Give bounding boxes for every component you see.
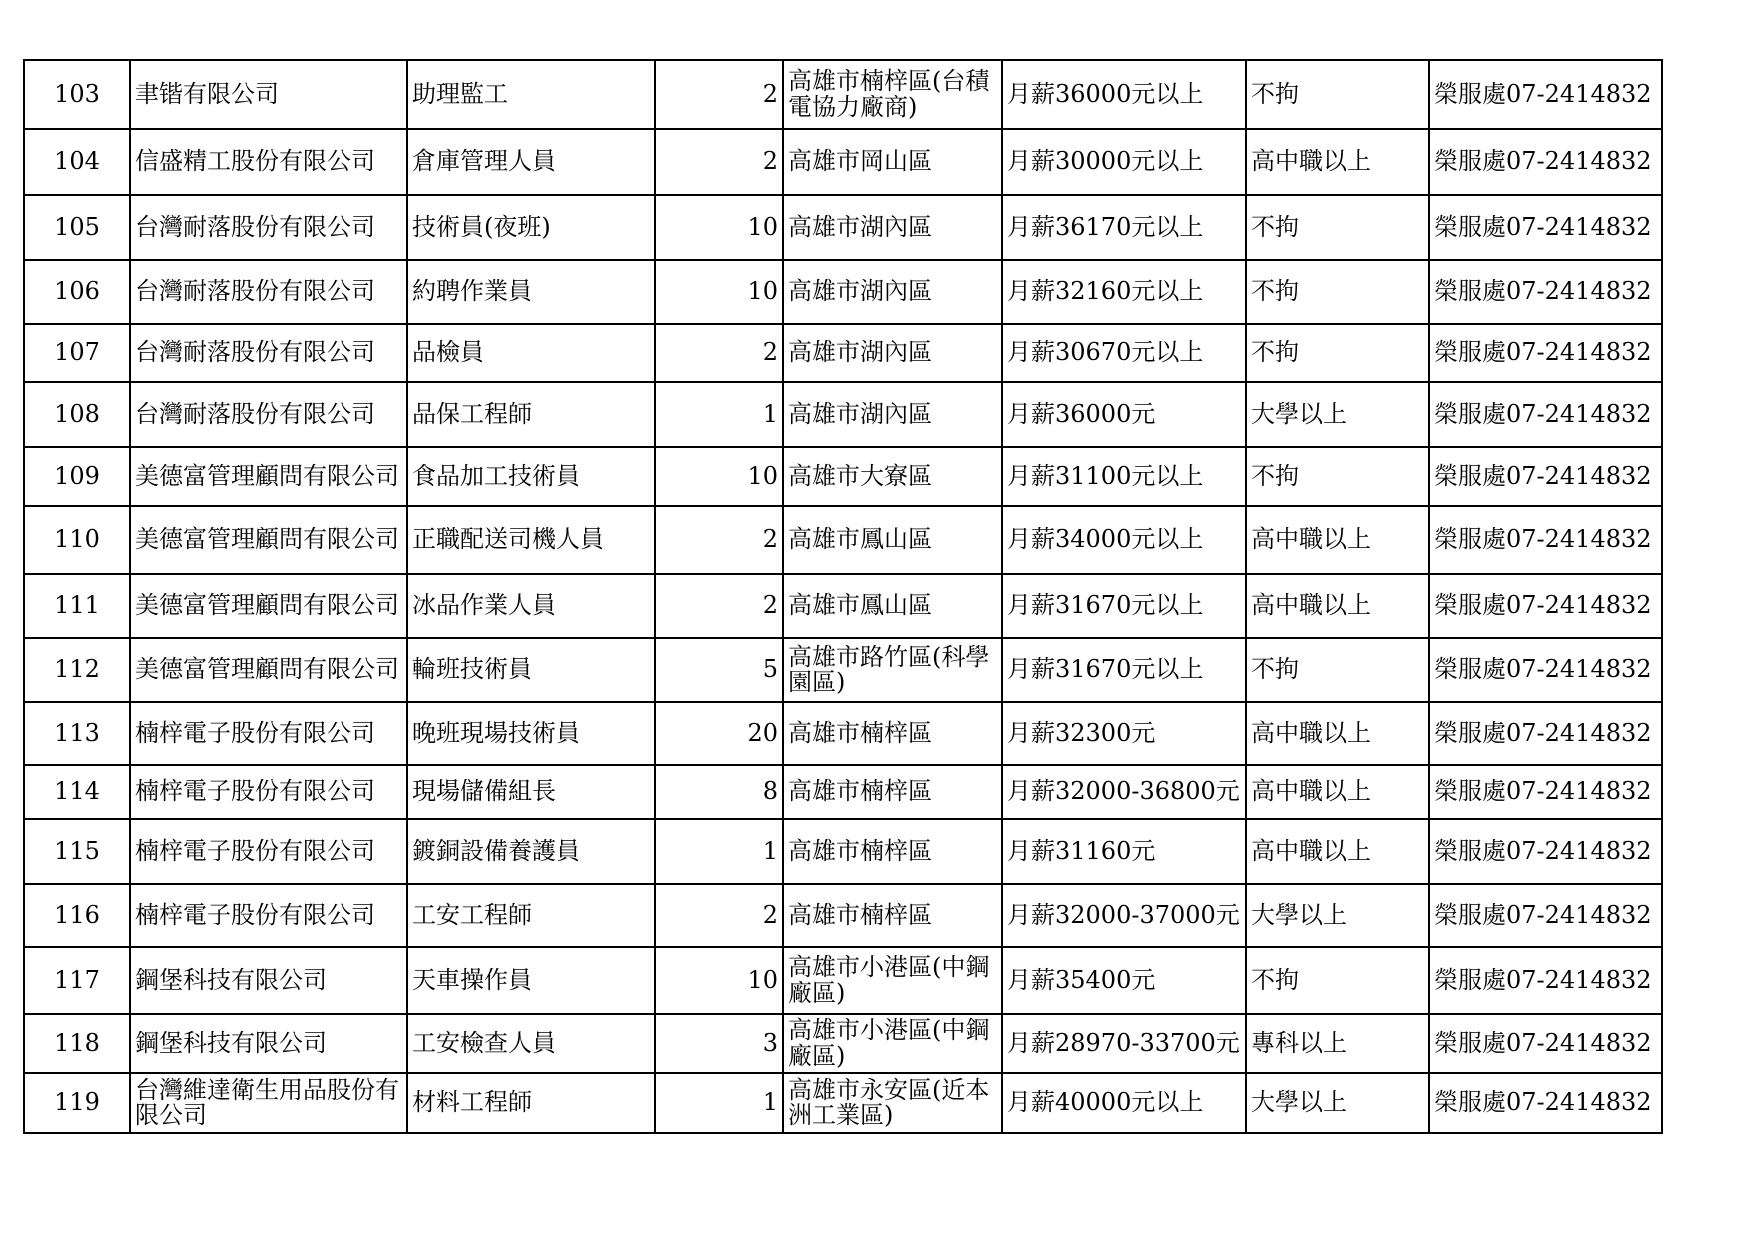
cell-salary: 月薪35400元 <box>1002 947 1246 1014</box>
cell-education-requirement: 不拘 <box>1246 260 1429 324</box>
cell-contact: 榮服處07-2414832 <box>1429 702 1662 765</box>
table-row <box>24 1073 1662 1133</box>
cell-education-requirement: 高中職以上 <box>1246 129 1429 195</box>
cell-contact: 榮服處07-2414832 <box>1429 884 1662 947</box>
cell-company-name: 鋼堡科技有限公司 <box>130 1014 407 1073</box>
cell-education-requirement: 高中職以上 <box>1246 819 1429 884</box>
cell-salary: 月薪34000元以上 <box>1002 506 1246 574</box>
cell-salary: 月薪32160元以上 <box>1002 260 1246 324</box>
cell-work-location: 高雄市楠梓區 <box>783 884 1002 947</box>
table-row <box>24 382 1662 447</box>
cell-salary: 月薪28970-33700元 <box>1002 1014 1246 1073</box>
cell-work-location: 高雄市永安區(近本洲工業區) <box>783 1073 1002 1133</box>
cell-salary: 月薪31160元 <box>1002 819 1246 884</box>
cell-work-location: 高雄市湖內區 <box>783 260 1002 324</box>
cell-contact: 榮服處07-2414832 <box>1429 324 1662 382</box>
cell-work-location: 高雄市路竹區(科學園區) <box>783 638 1002 702</box>
cell-company-name: 台灣耐落股份有限公司 <box>130 382 407 447</box>
cell-job-title: 輪班技術員 <box>407 638 655 702</box>
cell-job-number: 119 <box>24 1073 130 1133</box>
table-row <box>24 324 1662 382</box>
cell-education-requirement: 不拘 <box>1246 638 1429 702</box>
cell-company-name: 鋼堡科技有限公司 <box>130 947 407 1014</box>
cell-job-title: 助理監工 <box>407 60 655 129</box>
cell-job-number: 116 <box>24 884 130 947</box>
cell-headcount: 1 <box>655 382 783 447</box>
cell-job-title: 鍍銅設備養護員 <box>407 819 655 884</box>
cell-contact: 榮服處07-2414832 <box>1429 506 1662 574</box>
cell-contact: 榮服處07-2414832 <box>1429 574 1662 638</box>
cell-headcount: 8 <box>655 765 783 819</box>
cell-job-number: 114 <box>24 765 130 819</box>
cell-company-name: 信盛精工股份有限公司 <box>130 129 407 195</box>
cell-education-requirement: 不拘 <box>1246 447 1429 506</box>
cell-job-number: 104 <box>24 129 130 195</box>
cell-contact: 榮服處07-2414832 <box>1429 638 1662 702</box>
cell-salary: 月薪36000元以上 <box>1002 60 1246 129</box>
cell-salary: 月薪31670元以上 <box>1002 574 1246 638</box>
cell-salary: 月薪32300元 <box>1002 702 1246 765</box>
table-row <box>24 574 1662 638</box>
cell-job-title: 技術員(夜班) <box>407 195 655 260</box>
cell-contact: 榮服處07-2414832 <box>1429 260 1662 324</box>
cell-contact: 榮服處07-2414832 <box>1429 765 1662 819</box>
cell-company-name: 台灣耐落股份有限公司 <box>130 324 407 382</box>
cell-contact: 榮服處07-2414832 <box>1429 447 1662 506</box>
cell-work-location: 高雄市岡山區 <box>783 129 1002 195</box>
cell-job-title: 材料工程師 <box>407 1073 655 1133</box>
cell-contact: 榮服處07-2414832 <box>1429 1073 1662 1133</box>
cell-job-number: 105 <box>24 195 130 260</box>
cell-job-number: 107 <box>24 324 130 382</box>
cell-salary: 月薪31670元以上 <box>1002 638 1246 702</box>
cell-contact: 榮服處07-2414832 <box>1429 1014 1662 1073</box>
table-row <box>24 819 1662 884</box>
cell-job-title: 工安檢查人員 <box>407 1014 655 1073</box>
cell-education-requirement: 不拘 <box>1246 947 1429 1014</box>
cell-education-requirement: 大學以上 <box>1246 382 1429 447</box>
cell-headcount: 5 <box>655 638 783 702</box>
cell-work-location: 高雄市楠梓區 <box>783 765 1002 819</box>
cell-headcount: 2 <box>655 129 783 195</box>
cell-work-location: 高雄市楠梓區(台積電協力廠商) <box>783 60 1002 129</box>
cell-salary: 月薪36000元 <box>1002 382 1246 447</box>
cell-job-number: 109 <box>24 447 130 506</box>
cell-job-title: 工安工程師 <box>407 884 655 947</box>
cell-headcount: 3 <box>655 1014 783 1073</box>
cell-job-title: 冰品作業人員 <box>407 574 655 638</box>
cell-headcount: 1 <box>655 1073 783 1133</box>
cell-contact: 榮服處07-2414832 <box>1429 195 1662 260</box>
cell-education-requirement: 高中職以上 <box>1246 574 1429 638</box>
cell-job-number: 108 <box>24 382 130 447</box>
cell-education-requirement: 專科以上 <box>1246 1014 1429 1073</box>
cell-job-number: 106 <box>24 260 130 324</box>
cell-job-title: 品檢員 <box>407 324 655 382</box>
table-row <box>24 884 1662 947</box>
table-row <box>24 260 1662 324</box>
cell-job-number: 112 <box>24 638 130 702</box>
table-row <box>24 702 1662 765</box>
cell-job-title: 現場儲備組長 <box>407 765 655 819</box>
cell-job-number: 117 <box>24 947 130 1014</box>
cell-work-location: 高雄市小港區(中鋼廠區) <box>783 947 1002 1014</box>
cell-work-location: 高雄市湖內區 <box>783 195 1002 260</box>
cell-salary: 月薪40000元以上 <box>1002 1073 1246 1133</box>
cell-headcount: 1 <box>655 819 783 884</box>
cell-salary: 月薪32000-37000元 <box>1002 884 1246 947</box>
cell-contact: 榮服處07-2414832 <box>1429 819 1662 884</box>
cell-company-name: 楠梓電子股份有限公司 <box>130 819 407 884</box>
cell-company-name: 楠梓電子股份有限公司 <box>130 702 407 765</box>
cell-salary: 月薪32000-36800元 <box>1002 765 1246 819</box>
cell-salary: 月薪36170元以上 <box>1002 195 1246 260</box>
cell-company-name: 聿锴有限公司 <box>130 60 407 129</box>
cell-job-title: 約聘作業員 <box>407 260 655 324</box>
cell-job-number: 110 <box>24 506 130 574</box>
cell-contact: 榮服處07-2414832 <box>1429 60 1662 129</box>
cell-company-name: 楠梓電子股份有限公司 <box>130 765 407 819</box>
cell-education-requirement: 不拘 <box>1246 324 1429 382</box>
table-row <box>24 447 1662 506</box>
table-row <box>24 947 1662 1014</box>
cell-headcount: 20 <box>655 702 783 765</box>
cell-company-name: 台灣耐落股份有限公司 <box>130 195 407 260</box>
cell-education-requirement: 高中職以上 <box>1246 702 1429 765</box>
cell-company-name: 美德富管理顧問有限公司 <box>130 638 407 702</box>
cell-contact: 榮服處07-2414832 <box>1429 129 1662 195</box>
cell-job-title: 天車操作員 <box>407 947 655 1014</box>
table-row <box>24 506 1662 574</box>
cell-work-location: 高雄市楠梓區 <box>783 819 1002 884</box>
cell-company-name: 台灣維達衛生用品股份有限公司 <box>130 1073 407 1133</box>
cell-headcount: 2 <box>655 324 783 382</box>
cell-headcount: 2 <box>655 574 783 638</box>
cell-work-location: 高雄市大寮區 <box>783 447 1002 506</box>
cell-work-location: 高雄市鳳山區 <box>783 506 1002 574</box>
cell-job-number: 113 <box>24 702 130 765</box>
cell-headcount: 2 <box>655 506 783 574</box>
cell-work-location: 高雄市湖內區 <box>783 324 1002 382</box>
cell-company-name: 美德富管理顧問有限公司 <box>130 447 407 506</box>
job-listing-table <box>23 59 1663 1134</box>
cell-education-requirement: 大學以上 <box>1246 884 1429 947</box>
job-listing-body <box>24 60 1662 1133</box>
cell-job-number: 103 <box>24 60 130 129</box>
cell-education-requirement: 高中職以上 <box>1246 765 1429 819</box>
table-row <box>24 129 1662 195</box>
cell-salary: 月薪30000元以上 <box>1002 129 1246 195</box>
cell-salary: 月薪30670元以上 <box>1002 324 1246 382</box>
cell-job-number: 115 <box>24 819 130 884</box>
table-row <box>24 1014 1662 1073</box>
cell-work-location: 高雄市鳳山區 <box>783 574 1002 638</box>
cell-headcount: 2 <box>655 60 783 129</box>
cell-education-requirement: 大學以上 <box>1246 1073 1429 1133</box>
cell-work-location: 高雄市小港區(中鋼廠區) <box>783 1014 1002 1073</box>
cell-job-title: 晚班現場技術員 <box>407 702 655 765</box>
cell-job-title: 正職配送司機人員 <box>407 506 655 574</box>
table-row <box>24 195 1662 260</box>
cell-job-title: 倉庫管理人員 <box>407 129 655 195</box>
cell-job-number: 118 <box>24 1014 130 1073</box>
cell-company-name: 台灣耐落股份有限公司 <box>130 260 407 324</box>
cell-salary: 月薪31100元以上 <box>1002 447 1246 506</box>
cell-headcount: 2 <box>655 884 783 947</box>
cell-company-name: 美德富管理顧問有限公司 <box>130 574 407 638</box>
cell-headcount: 10 <box>655 447 783 506</box>
table-row <box>24 638 1662 702</box>
cell-headcount: 10 <box>655 195 783 260</box>
cell-education-requirement: 高中職以上 <box>1246 506 1429 574</box>
cell-job-title: 品保工程師 <box>407 382 655 447</box>
table-row <box>24 765 1662 819</box>
cell-job-title: 食品加工技術員 <box>407 447 655 506</box>
cell-education-requirement: 不拘 <box>1246 195 1429 260</box>
cell-company-name: 楠梓電子股份有限公司 <box>130 884 407 947</box>
cell-company-name: 美德富管理顧問有限公司 <box>130 506 407 574</box>
table-row <box>24 60 1662 129</box>
cell-work-location: 高雄市湖內區 <box>783 382 1002 447</box>
cell-headcount: 10 <box>655 947 783 1014</box>
cell-education-requirement: 不拘 <box>1246 60 1429 129</box>
cell-work-location: 高雄市楠梓區 <box>783 702 1002 765</box>
cell-job-number: 111 <box>24 574 130 638</box>
cell-contact: 榮服處07-2414832 <box>1429 947 1662 1014</box>
cell-contact: 榮服處07-2414832 <box>1429 382 1662 447</box>
cell-headcount: 10 <box>655 260 783 324</box>
